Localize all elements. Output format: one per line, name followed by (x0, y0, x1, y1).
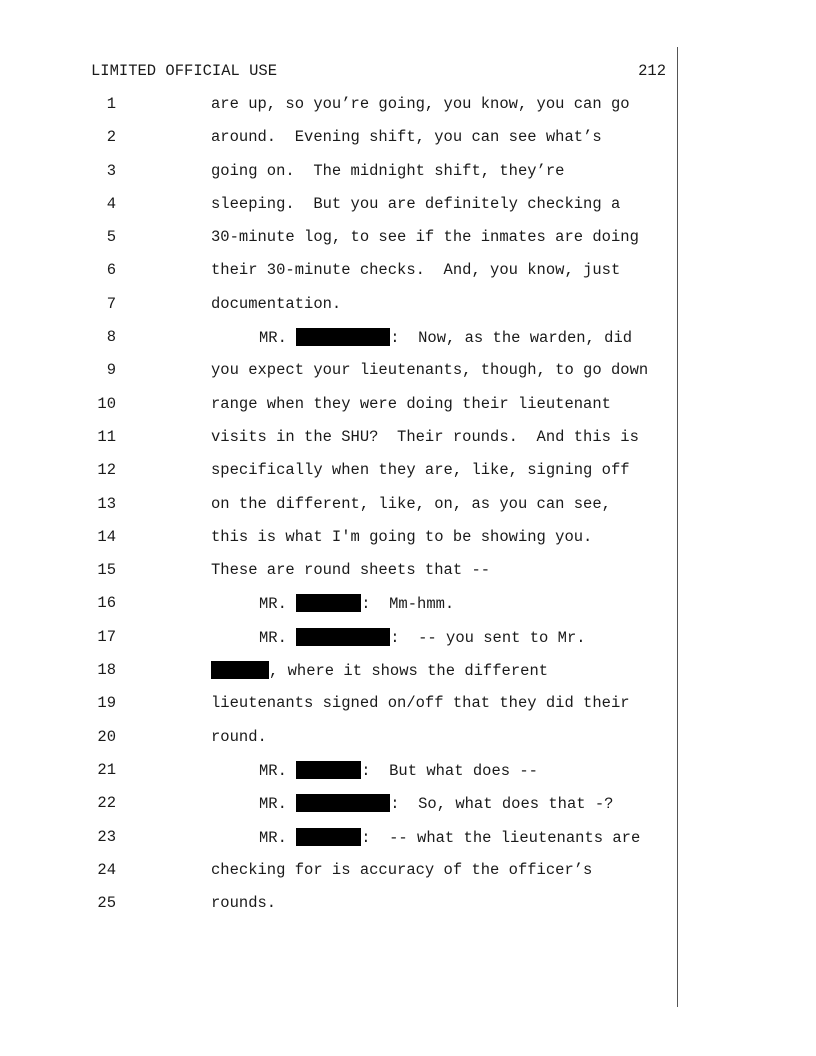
transcript-line (0, 261, 816, 294)
transcript-line (0, 461, 816, 494)
line-text: : Mm-hmm. (361, 595, 455, 614)
transcript-line (0, 594, 816, 627)
transcript-line (0, 228, 816, 261)
transcript-line (0, 428, 816, 461)
redaction-bar (296, 594, 361, 612)
line-text: you expect your lieutenants, though, to go down (211, 361, 649, 380)
transcript-line (0, 162, 816, 195)
speaker-prefix: MR. (259, 329, 287, 348)
line-text: , where it shows the different (269, 662, 549, 681)
transcript-line (0, 661, 816, 694)
line-number: 17 (97, 627, 116, 646)
transcript-body (0, 95, 816, 927)
line-text: visits in the SHU? Their rounds. And this is (211, 427, 639, 446)
transcript-line (0, 894, 816, 927)
transcript-line (0, 295, 816, 328)
line-text: this is what I'm going to be showing you. (211, 527, 593, 546)
line-number: 12 (97, 461, 116, 480)
line-text: specifically when they are, like, signing off (211, 461, 630, 480)
line-number: 4 (106, 194, 116, 213)
line-text: going on. The midnight shift, they’re (211, 161, 565, 180)
speaker-prefix: MR. (259, 628, 287, 647)
line-number: 10 (97, 394, 116, 413)
transcript-line (0, 628, 816, 661)
line-text: checking for is accuracy of the officer’s (211, 860, 593, 879)
line-number: 5 (106, 228, 116, 247)
speaker-line (259, 628, 586, 647)
transcript-line (0, 794, 816, 827)
transcript-line (0, 328, 816, 361)
speaker-prefix: MR. (259, 795, 287, 814)
redacted-name-line (211, 661, 548, 680)
speaker-prefix: MR. (259, 828, 287, 847)
line-number: 13 (97, 494, 116, 513)
line-text: sleeping. But you are definitely checking a (211, 194, 621, 213)
line-text: round. (211, 727, 267, 746)
transcript-line (0, 561, 816, 594)
line-text: lieutenants signed on/off that they did their (211, 694, 630, 713)
line-text: : -- what the lieutenants are (361, 828, 641, 847)
line-text: range when they were doing their lieutenant (211, 394, 611, 413)
line-number: 2 (106, 128, 116, 147)
line-text: : -- you sent to Mr. (390, 628, 586, 647)
line-text: : Now, as the warden, did (390, 329, 633, 348)
line-text: on the different, like, on, as you can see, (211, 494, 611, 513)
transcript-line (0, 694, 816, 727)
line-text: rounds. (211, 894, 277, 913)
line-text: are up, so you’re going, you know, you can go (211, 95, 630, 113)
line-number: 23 (97, 827, 116, 846)
redaction-bar (296, 828, 361, 846)
transcript-line (0, 528, 816, 561)
classification-header: LIMITED OFFICIAL USE (91, 62, 278, 80)
speaker-line (259, 761, 538, 780)
redaction-bar (296, 628, 390, 646)
line-number: 7 (106, 294, 116, 313)
transcript-line (0, 861, 816, 894)
line-text: : So, what does that -? (390, 795, 614, 814)
line-number: 8 (106, 328, 116, 347)
redaction-bar (296, 761, 361, 779)
redaction-bar (296, 794, 390, 812)
transcript-line (0, 828, 816, 861)
transcript-line (0, 395, 816, 428)
transcript-line (0, 195, 816, 228)
line-number: 11 (97, 427, 116, 446)
line-number: 15 (97, 561, 116, 580)
speaker-prefix: MR. (259, 595, 287, 614)
line-text: These are round sheets that -- (211, 561, 491, 580)
line-text: 30-minute log, to see if the inmates are doing (211, 228, 639, 247)
line-number: 21 (97, 760, 116, 779)
line-text: around. Evening shift, you can see what’s (211, 128, 602, 147)
line-number: 1 (106, 95, 116, 113)
transcript-line (0, 95, 816, 128)
line-number: 9 (106, 361, 116, 380)
line-number: 22 (97, 794, 116, 813)
speaker-line (259, 828, 640, 847)
redaction-bar (211, 661, 269, 679)
speaker-prefix: MR. (259, 761, 287, 780)
line-number: 19 (97, 694, 116, 713)
line-number: 20 (97, 727, 116, 746)
transcript-line (0, 495, 816, 528)
line-number: 16 (97, 594, 116, 613)
line-number: 25 (97, 894, 116, 913)
line-number: 3 (106, 161, 116, 180)
redaction-bar (296, 328, 390, 346)
line-text: : But what does -- (361, 761, 538, 780)
page-number: 212 (638, 62, 666, 80)
speaker-line (259, 328, 632, 347)
speaker-line (259, 794, 613, 813)
transcript-line (0, 361, 816, 394)
transcript-line (0, 728, 816, 761)
speaker-line (259, 594, 454, 613)
line-number: 24 (97, 860, 116, 879)
line-number: 6 (106, 261, 116, 280)
line-number: 18 (97, 661, 116, 680)
line-text: documentation. (211, 294, 342, 313)
transcript-line (0, 128, 816, 161)
line-text: their 30-minute checks. And, you know, just (211, 261, 621, 280)
line-number: 14 (97, 527, 116, 546)
transcript-line (0, 761, 816, 794)
